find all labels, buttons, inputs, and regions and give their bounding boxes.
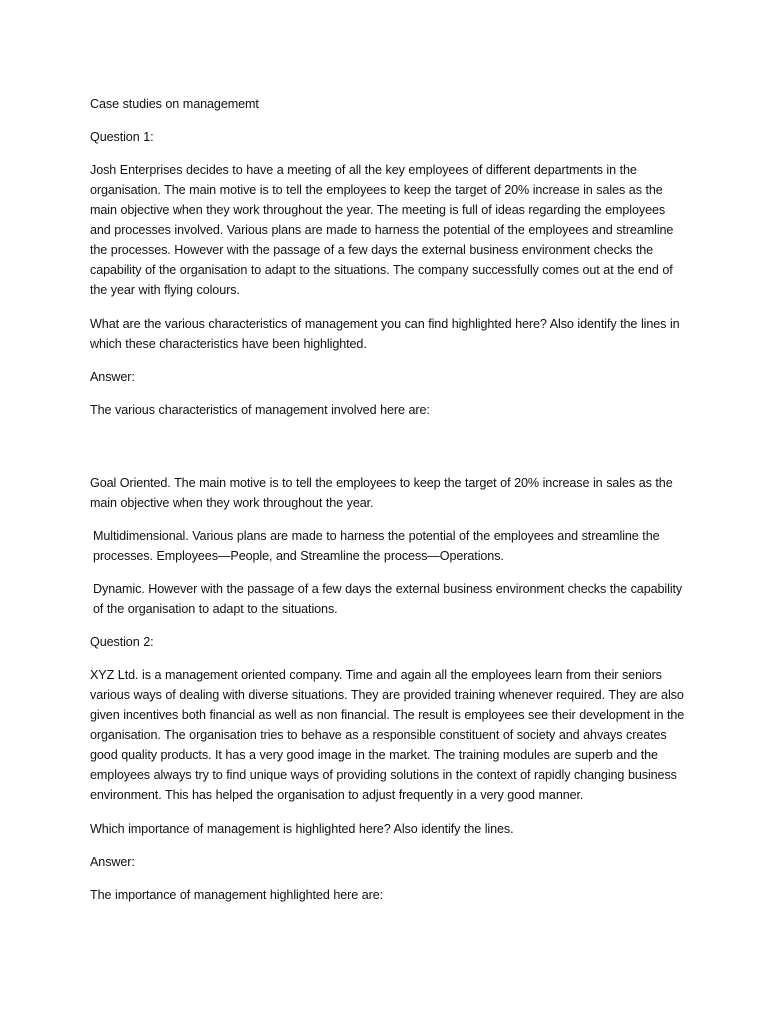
- answer-point-goal-oriented: Goal Oriented. The main motive is to tell the employees to keep the target of 20% increase in sales as the main objective when they work throughout the year.: [90, 476, 673, 510]
- question-1-answer-label: Answer:: [90, 370, 135, 384]
- question-2-case-text: XYZ Ltd. is a management oriented company. Time and again all the employees learn from their seniors various ways of dealing with diverse situations. They are provided training whenever required. They are also given incentives both financial as well as non financial. The result is employees see their development in the organisation. The organisation tries to behave as a responsible constituent of society and ahvays creates good quality products. It has a very good image in the market. The training modules are superb and the employees always try to find unique ways of providing solutions in the context of rapidly changing business environment. This has helped the organisation to adjust frequently in a very good manner.: [90, 668, 685, 802]
- question-1-answer-intro: The various characteristics of management involved here are:: [90, 403, 430, 417]
- question-2-heading: Question 2:: [90, 635, 154, 649]
- document-title: Case studies on managememt: [90, 97, 259, 111]
- answer-point-multidimensional: Multidimensional. Various plans are made to harness the potential of the employees and streamline the processes. Employees—People, and Streamline the process—Operations.: [93, 529, 660, 563]
- question-2-answer-intro: The importance of management highlighted here are:: [90, 888, 384, 902]
- answer-point-dynamic: Dynamic. However with the passage of a few days the external business environment checks the capability of the organisation to adapt to the situations.: [93, 582, 683, 616]
- question-2-prompt: Which importance of management is highlighted here? Also identify the lines.: [90, 822, 514, 836]
- question-1-case-text: Josh Enterprises decides to have a meeting of all the key employees of different departments in the organisation. The main motive is to tell the employees to keep the target of 20% increase in sales as the main objective when they work throughout the year. The meeting is full of ideas regarding the employees and processes involved. Various plans are made to harness the potential of the employees and streamline the processes. However with the passage of a few days the external business environment checks the capability of the organisation to adapt to the situations. The company successfully comes out at the end of the year with flying colours.: [90, 163, 674, 297]
- question-1-heading: Question 1:: [90, 130, 154, 144]
- question-1-prompt: What are the various characteristics of management you can find highlighted here? Also identify the lines in which these characteristics have been highlighted.: [90, 317, 680, 351]
- question-2-answer-label: Answer:: [90, 855, 135, 869]
